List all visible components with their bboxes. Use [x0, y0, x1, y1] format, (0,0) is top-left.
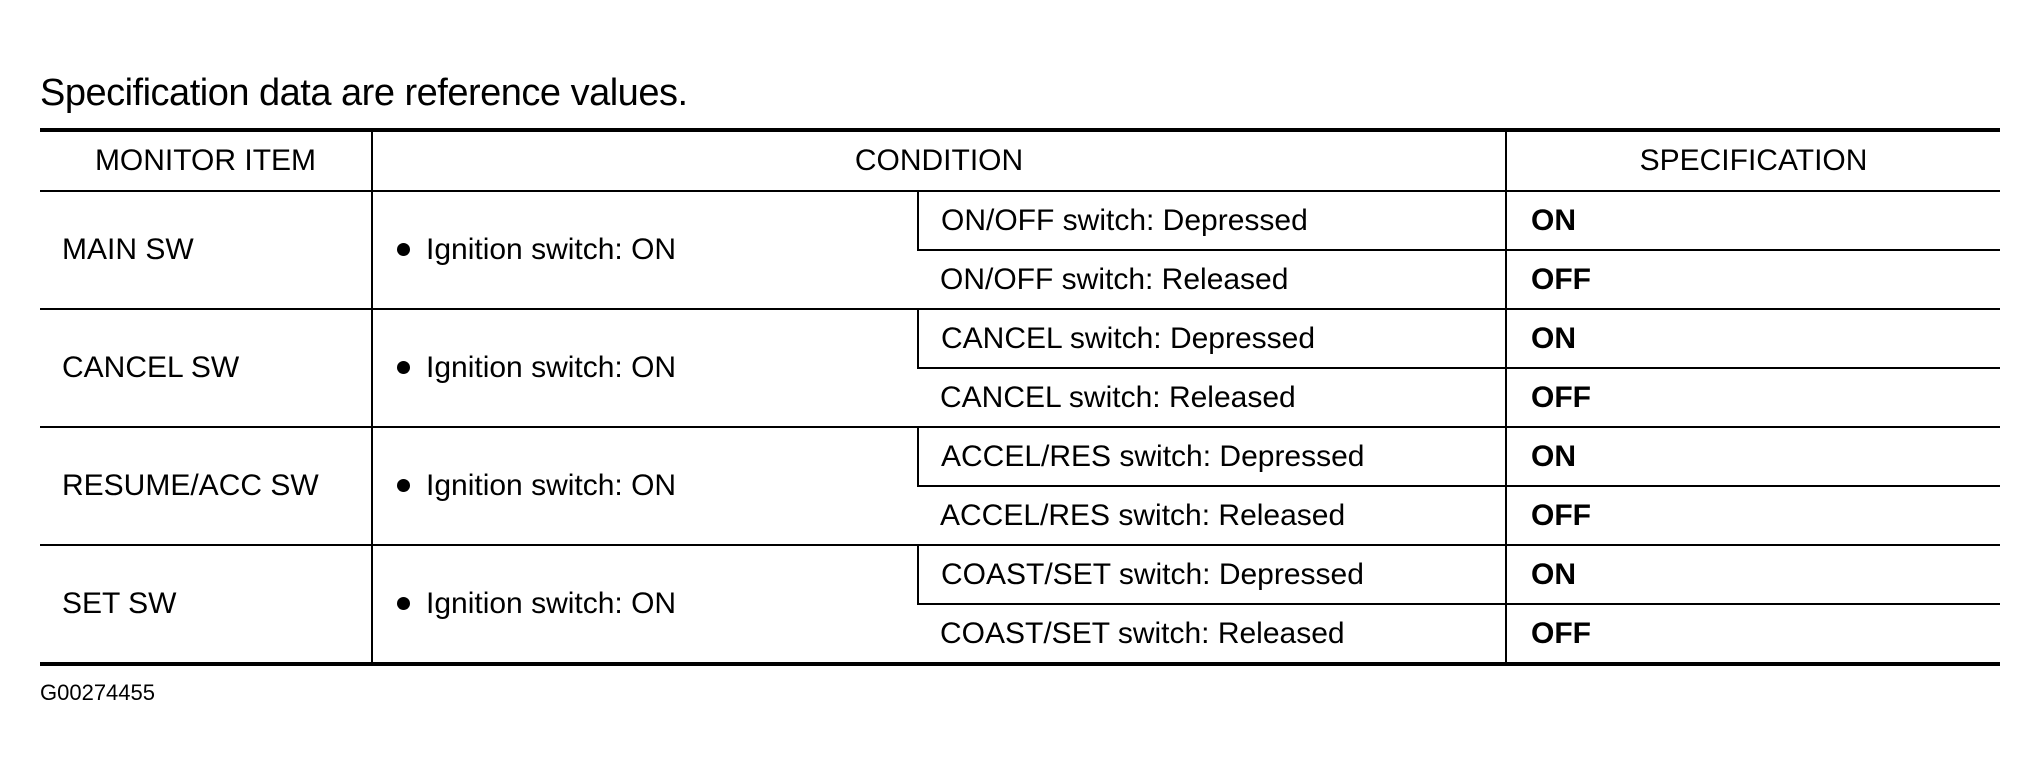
monitor-item-cell: RESUME/ACC SW	[40, 427, 372, 545]
ignition-condition-cell	[372, 309, 918, 427]
ignition-condition-cell	[372, 427, 918, 545]
specification-cell: ON	[1506, 309, 2000, 368]
ignition-condition-cell	[372, 191, 918, 309]
monitor-item-cell: CANCEL SW	[40, 309, 372, 427]
bullet-icon	[397, 479, 410, 492]
table-caption: Specification data are reference values.	[40, 72, 688, 114]
specification-cell: ON	[1506, 427, 2000, 486]
switch-condition-cell: ON/OFF switch: Depressed	[918, 191, 1506, 250]
header-condition: CONDITION	[372, 130, 1506, 191]
ignition-condition-text: Ignition switch: ON	[426, 587, 677, 620]
specification-cell: ON	[1506, 545, 2000, 604]
table-row	[40, 545, 2000, 604]
ignition-condition-cell	[372, 545, 918, 664]
switch-condition-cell: COAST/SET switch: Depressed	[918, 545, 1506, 604]
bullet-icon	[397, 243, 410, 256]
switch-condition-cell: ACCEL/RES switch: Released	[918, 486, 1506, 545]
specification-table	[40, 128, 2000, 666]
switch-condition-cell: ON/OFF switch: Released	[918, 250, 1506, 309]
switch-condition-cell: ACCEL/RES switch: Depressed	[918, 427, 1506, 486]
ignition-condition-text: Ignition switch: ON	[426, 469, 677, 502]
bullet-icon	[397, 361, 410, 374]
specification-cell: OFF	[1506, 368, 2000, 427]
table-row	[40, 191, 2000, 250]
specification-cell: OFF	[1506, 250, 2000, 309]
switch-condition-cell: CANCEL switch: Depressed	[918, 309, 1506, 368]
table-row	[40, 427, 2000, 486]
header-specification: SPECIFICATION	[1506, 130, 2000, 191]
header-monitor-item: MONITOR ITEM	[40, 130, 372, 191]
switch-condition-cell: CANCEL switch: Released	[918, 368, 1506, 427]
figure-code: G00274455	[40, 680, 155, 705]
ignition-condition-text: Ignition switch: ON	[426, 233, 677, 266]
ignition-condition-text: Ignition switch: ON	[426, 351, 677, 384]
monitor-item-cell: SET SW	[40, 545, 372, 664]
switch-condition-cell: COAST/SET switch: Released	[918, 604, 1506, 664]
table-row	[40, 309, 2000, 368]
bullet-icon	[397, 597, 410, 610]
table-header-row	[40, 130, 2000, 191]
specification-cell: OFF	[1506, 486, 2000, 545]
specification-cell: ON	[1506, 191, 2000, 250]
monitor-item-cell: MAIN SW	[40, 191, 372, 309]
specification-cell: OFF	[1506, 604, 2000, 664]
